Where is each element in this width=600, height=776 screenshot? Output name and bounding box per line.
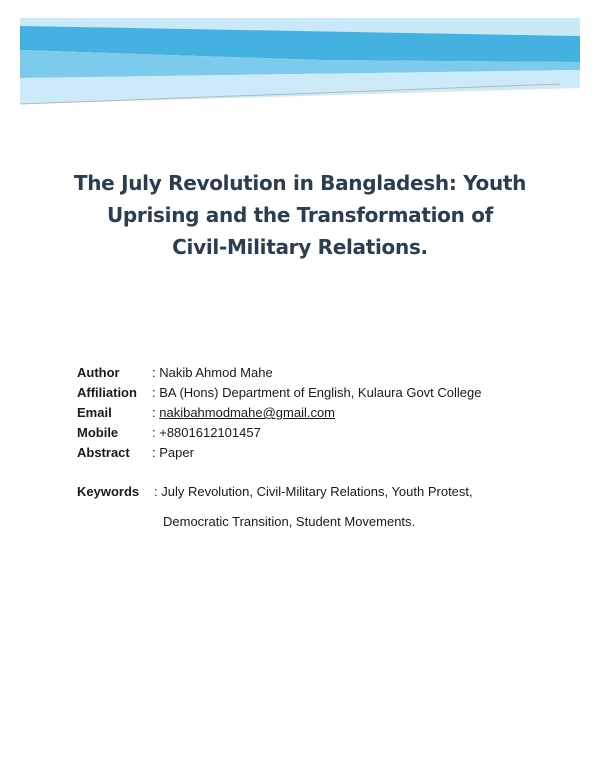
author-value: : Nakib Ahmod Mahe (152, 365, 273, 380)
header-banner (0, 0, 600, 110)
mobile-label: Mobile (77, 425, 119, 440)
abstract-value: : Paper (152, 445, 194, 460)
author-label: Author (77, 365, 120, 380)
email-row (77, 403, 482, 423)
abstract-row (77, 443, 482, 463)
affiliation-label: Affiliation (77, 385, 137, 400)
keywords-row (77, 482, 473, 502)
affiliation-row (77, 383, 482, 403)
author-row (77, 363, 482, 383)
keywords-block (77, 482, 473, 532)
affiliation-value: : BA (Hons) Department of English, Kulaura Govt College (152, 385, 482, 400)
metadata-block (77, 363, 482, 463)
email-value (152, 403, 335, 423)
email-link[interactable]: nakibahmodmahe@gmail.com (159, 405, 336, 420)
mobile-value: : +8801612101457 (152, 425, 261, 440)
keywords-line-2: Democratic Transition, Student Movements. (163, 514, 416, 529)
title-line-1: The July Revolution in Bangladesh: Youth (73, 171, 527, 195)
mobile-row (77, 423, 482, 443)
document-title (50, 167, 550, 263)
title-line-2: Uprising and the Transformation of (106, 203, 494, 227)
keywords-label: Keywords (77, 484, 140, 499)
keywords-line-1: : July Revolution, Civil-Military Relations, Youth Protest, (154, 484, 473, 499)
email-separator: : (152, 405, 160, 420)
abstract-label: Abstract (77, 445, 130, 460)
email-label: Email (77, 405, 112, 420)
title-line-3: Civil-Military Relations. (172, 235, 428, 259)
